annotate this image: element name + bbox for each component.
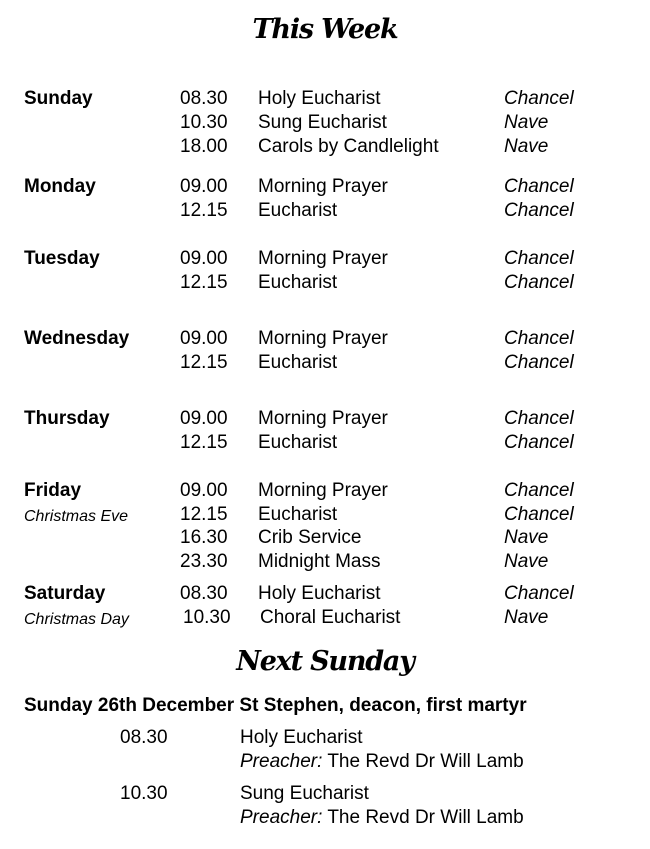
service-time: 10.30 xyxy=(183,607,231,628)
day-saturday: Saturday xyxy=(24,583,106,604)
service-location: Chancel xyxy=(504,248,574,269)
service-location: Chancel xyxy=(504,328,574,349)
service-time: 09.00 xyxy=(180,176,228,197)
service-time: 09.00 xyxy=(180,248,228,269)
service-name: Holy Eucharist xyxy=(258,88,381,109)
service-name: Morning Prayer xyxy=(258,248,388,269)
preacher-line xyxy=(240,807,524,829)
service-name: Midnight Mass xyxy=(258,551,381,572)
day-thursday: Thursday xyxy=(24,408,110,429)
service-name: Eucharist xyxy=(258,200,338,221)
service-time: 08.30 xyxy=(120,727,168,748)
service-name: Morning Prayer xyxy=(258,176,388,197)
service-location: Chancel xyxy=(504,583,574,604)
service-time: 09.00 xyxy=(180,328,228,349)
day-friday: Friday xyxy=(24,480,82,501)
service-time: 09.00 xyxy=(180,480,228,501)
service-name: Eucharist xyxy=(258,272,338,293)
service-time: 12.15 xyxy=(180,504,228,525)
service-name: Morning Prayer xyxy=(258,408,388,429)
preacher-line xyxy=(240,751,524,773)
service-name: Carols by Candlelight xyxy=(258,136,439,157)
service-location: Chancel xyxy=(504,88,574,109)
service-location: Chancel xyxy=(504,480,574,501)
service-name: Eucharist xyxy=(258,504,338,525)
service-location: Chancel xyxy=(504,272,574,293)
service-time: 16.30 xyxy=(180,527,228,548)
service-time: 08.30 xyxy=(180,88,228,109)
preacher-name: The Revd Dr Will Lamb xyxy=(327,751,524,772)
service-location: Chancel xyxy=(504,504,574,525)
day-wednesday: Wednesday xyxy=(24,328,130,349)
service-time: 08.30 xyxy=(180,583,228,604)
service-time: 12.15 xyxy=(180,432,228,453)
service-time: 10.30 xyxy=(180,112,228,133)
day-sunday: Sunday xyxy=(24,88,93,109)
service-time: 12.15 xyxy=(180,200,228,221)
service-location: Chancel xyxy=(504,352,574,373)
service-name: Holy Eucharist xyxy=(240,727,363,748)
next-sunday-date-line: Sunday 26th December St Stephen, deacon, first martyr xyxy=(24,695,527,716)
service-location: Chancel xyxy=(504,432,574,453)
service-location: Nave xyxy=(504,551,549,572)
service-name: Eucharist xyxy=(258,352,338,373)
day-note-christmas-eve: Christmas Eve xyxy=(24,508,129,525)
this-week-heading: This Week xyxy=(252,14,398,45)
service-time: 12.15 xyxy=(180,352,228,373)
day-note-christmas-day: Christmas Day xyxy=(24,611,129,628)
service-name: Holy Eucharist xyxy=(258,583,381,604)
service-location: Nave xyxy=(504,527,549,548)
service-time: 09.00 xyxy=(180,408,228,429)
service-location: Nave xyxy=(504,112,549,133)
preacher-label: Preacher: xyxy=(240,807,323,828)
service-time: 18.00 xyxy=(180,136,228,157)
service-name: Eucharist xyxy=(258,432,338,453)
service-name: Choral Eucharist xyxy=(260,607,401,628)
service-location: Chancel xyxy=(504,176,574,197)
service-name: Sung Eucharist xyxy=(240,783,369,804)
preacher-name: The Revd Dr Will Lamb xyxy=(327,807,524,828)
service-name: Morning Prayer xyxy=(258,480,388,501)
day-tuesday: Tuesday xyxy=(24,248,100,269)
preacher-label: Preacher: xyxy=(240,751,323,772)
service-name: Morning Prayer xyxy=(258,328,388,349)
service-time: 10.30 xyxy=(120,783,168,804)
next-sunday-heading: Next Sunday xyxy=(236,646,414,677)
service-time: 12.15 xyxy=(180,272,228,293)
service-time: 23.30 xyxy=(180,551,228,572)
service-location: Chancel xyxy=(504,200,574,221)
service-location: Chancel xyxy=(504,408,574,429)
service-name: Sung Eucharist xyxy=(258,112,387,133)
service-location: Nave xyxy=(504,136,549,157)
service-location: Nave xyxy=(504,607,549,628)
day-monday: Monday xyxy=(24,176,96,197)
service-name: Crib Service xyxy=(258,527,362,548)
